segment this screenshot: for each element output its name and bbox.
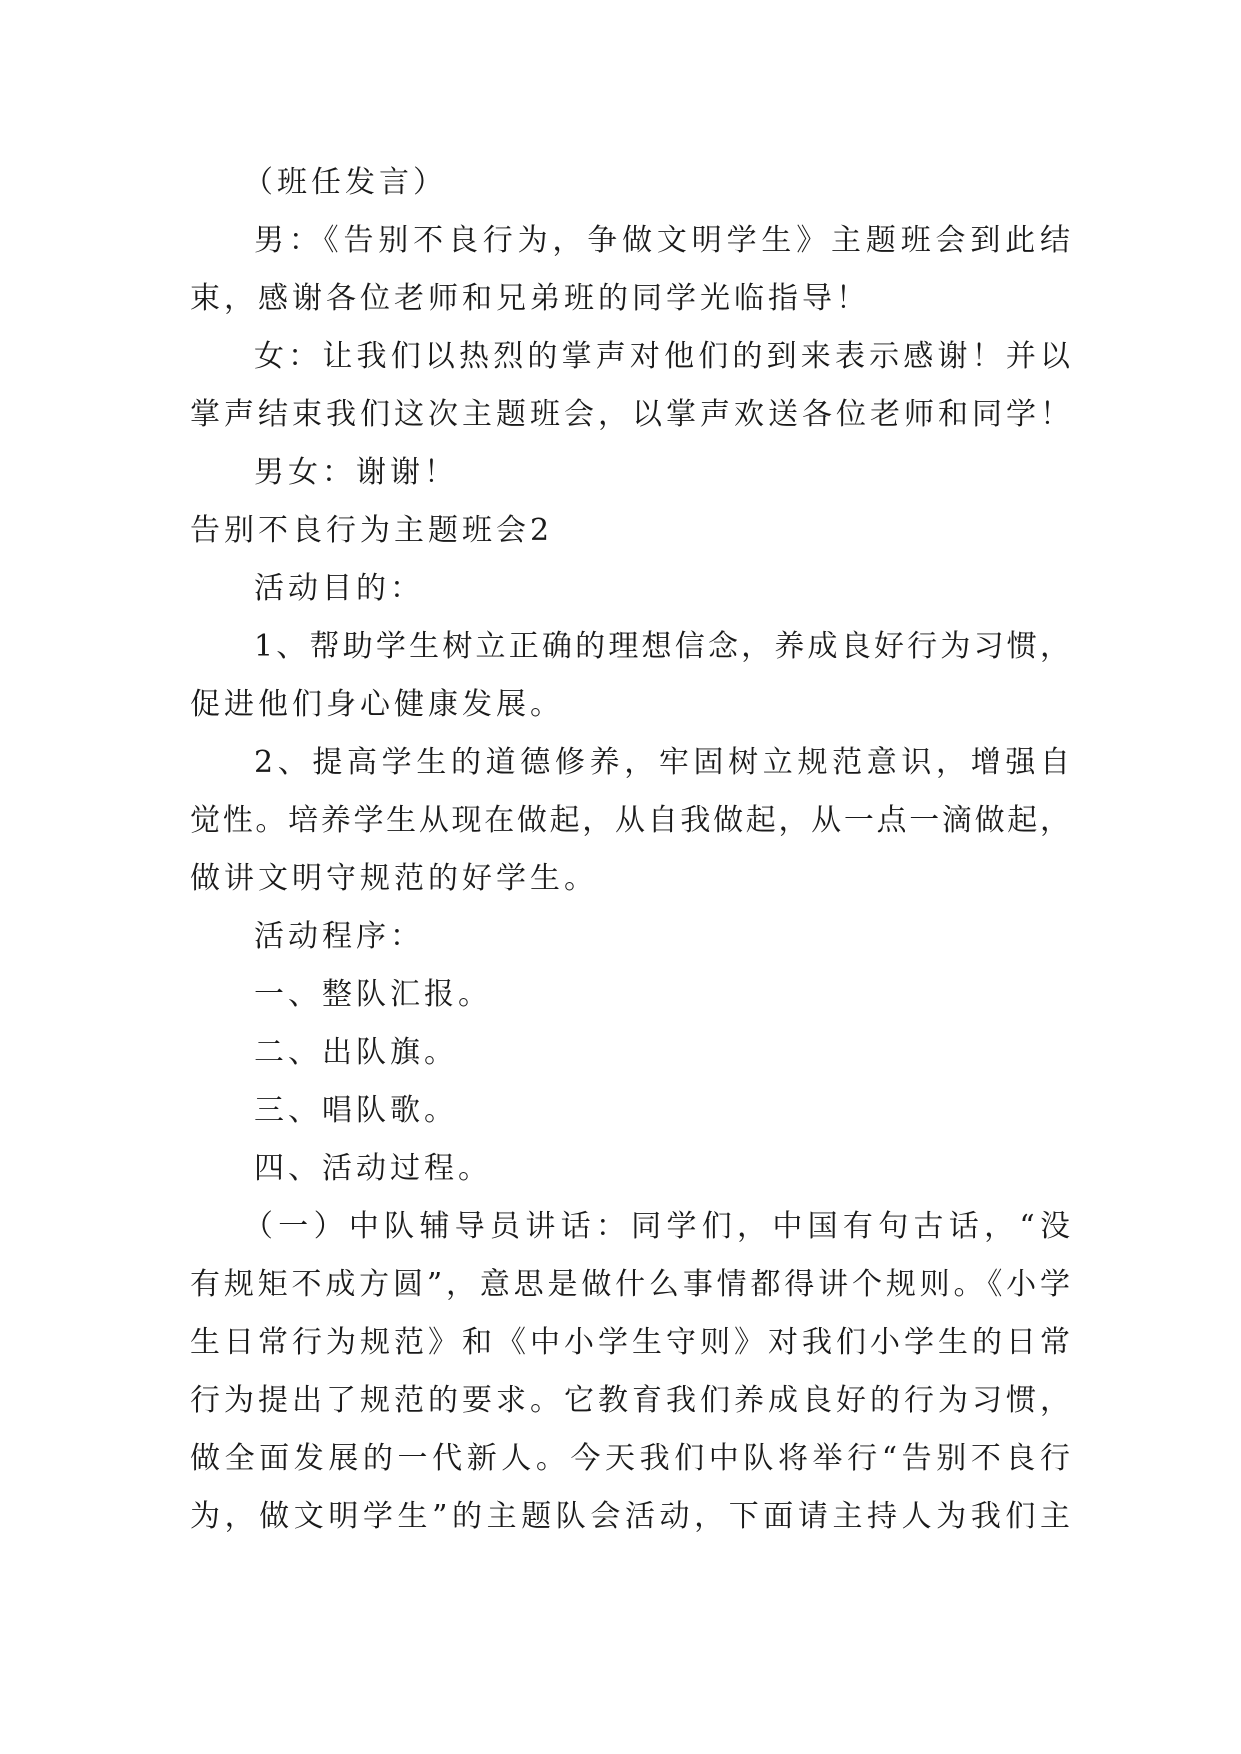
section-heading: 告别不良行为主题班会2	[190, 513, 554, 548]
text-line: 行为提出了规范的要求。它教育我们养成良好的行为习惯，	[190, 1383, 1070, 1418]
text-line: 生日常行为规范》和《中小学生守则》对我们小学生的日常	[190, 1325, 1070, 1360]
text-line: 男女：谢谢！	[254, 455, 458, 490]
text-line: 觉性。培养学生从现在做起，从自我做起，从一点一滴做起，	[190, 803, 1070, 838]
text-line: 男：《告别不良行为，争做文明学生》主题班会到此结	[254, 223, 1070, 258]
text-line: 有规矩不成方圆”，意思是做什么事情都得讲个规则。《小学	[190, 1267, 1070, 1302]
text-line: 掌声结束我们这次主题班会，以掌声欢送各位老师和同学！	[190, 397, 1070, 432]
text-line: 1、帮助学生树立正确的理想信念，养成良好行为习惯，	[254, 629, 1070, 664]
text-line: 一、整队汇报。	[254, 977, 492, 1012]
text-line: 做讲文明守规范的好学生。	[190, 861, 598, 896]
text-line: 二、出队旗。	[254, 1035, 458, 1070]
text-line: 四、活动过程。	[254, 1151, 492, 1186]
text-line: 活动目的：	[254, 571, 424, 606]
text-line: 三、唱队歌。	[254, 1093, 458, 1128]
text-line: 活动程序：	[254, 919, 424, 954]
text-line: 2、提高学生的道德修养，牢固树立规范意识，增强自	[254, 745, 1070, 780]
text-line: 束，感谢各位老师和兄弟班的同学光临指导！	[190, 281, 870, 316]
text-line: 做全面发展的一代新人。今天我们中队将举行“告别不良行	[190, 1441, 1070, 1476]
text-line: 为，做文明学生”的主题队会活动，下面请主持人为我们主	[190, 1499, 1070, 1534]
text-line: 女：让我们以热烈的掌声对他们的到来表示感谢！并以	[254, 339, 1070, 374]
text-line: （班任发言）	[243, 165, 447, 200]
text-line: 促进他们身心健康发展。	[190, 687, 564, 722]
text-line: （一）中队辅导员讲话：同学们，中国有句古话，“没	[243, 1209, 1070, 1244]
